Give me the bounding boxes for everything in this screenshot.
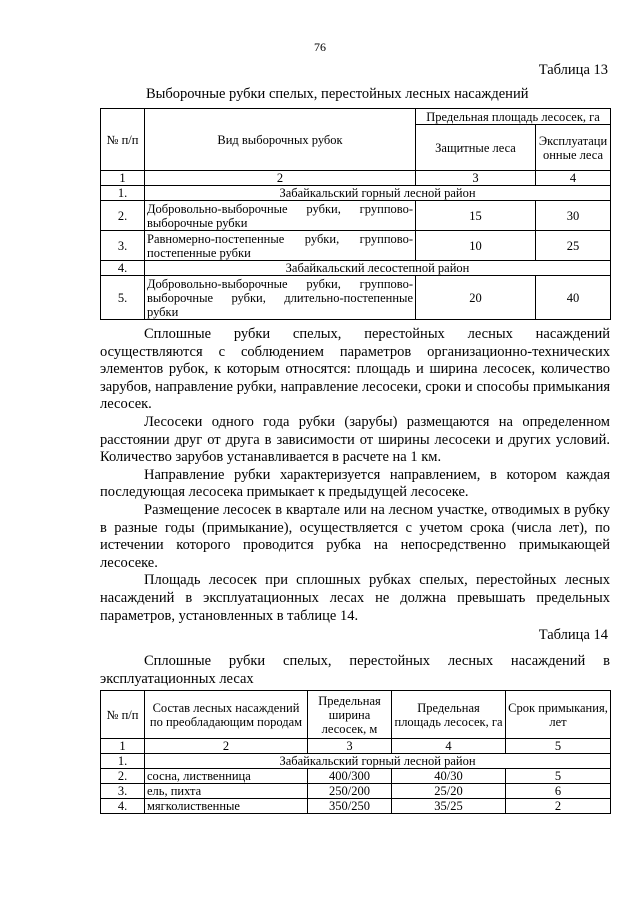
term-value: 2 (506, 799, 611, 814)
table-row (101, 799, 611, 814)
t14-header-area: Предельная площадь лесосек, га (392, 691, 506, 739)
row-number: 2. (101, 769, 145, 784)
table-14-caption: Таблица 14 (538, 627, 608, 643)
t14-header-term: Срок примыкания, лет (506, 691, 611, 739)
row-number: 4. (101, 261, 145, 276)
section-heading: Забайкальский горный лесной район (145, 754, 611, 769)
t13-index-cell: 2 (145, 171, 416, 186)
row-number: 2. (101, 201, 145, 231)
table-14-title: Сплошные рубки спелых, перестойных лесных насаждений в эксплуатационных лесах (100, 653, 610, 687)
paragraph: Сплошные рубки спелых, перестойных лесных насаждений осуществляются с соблюдением параметров организационно-технических элементов рубок, к которым относятся: площадь и ширина лесосек, количество зарубов, направление рубки, направление лесосеки, сроки и способы примыкания лесосек. (100, 326, 610, 413)
t14-header-composition: Состав лесных насаждений по преобладающим породам (145, 691, 308, 739)
t13-header-protective: Защитные леса (416, 125, 536, 171)
row-number: 1. (101, 754, 145, 769)
paragraph: Размещение лесосек в квартале или на лесном участке, отводимых в рубку в разные годы (примыкание), осуществляется с учетом срока (числа лет), по истечении которого проводится рубка на непосредственно примыкающей лесосеке. (100, 501, 610, 571)
t13-header-max-area: Предельная площадь лесосек, га (416, 109, 611, 125)
cut-type-line: выборочные рубки (147, 215, 248, 230)
term-value: 6 (506, 784, 611, 799)
protective-value: 15 (416, 201, 536, 231)
row-number: 3. (101, 784, 145, 799)
width-value: 350/250 (308, 799, 392, 814)
exploitation-value: 40 (536, 276, 611, 320)
area-value: 35/25 (392, 799, 506, 814)
t13-header-num: № п/п (101, 109, 145, 171)
t14-index-cell: 4 (392, 739, 506, 754)
table-row (101, 754, 611, 769)
t14-index-cell: 5 (506, 739, 611, 754)
width-value: 400/300 (308, 769, 392, 784)
table-14 (100, 690, 611, 814)
table-row (101, 201, 611, 231)
table-row (101, 261, 611, 276)
table-row (101, 186, 611, 201)
protective-value: 20 (416, 276, 536, 320)
t14-index-cell: 1 (101, 739, 145, 754)
table-row (101, 784, 611, 799)
cut-type-line: выборочные рубки, длительно-постепенные (147, 290, 413, 305)
body-text (100, 326, 610, 625)
exploitation-value: 25 (536, 231, 611, 261)
t13-header-exploitation: Эксплуатаци онные леса (536, 125, 611, 171)
table-13 (100, 108, 611, 320)
t14-index-row (101, 739, 611, 754)
term-value: 5 (506, 769, 611, 784)
cut-type-line: Добровольно-выборочные рубки, группово- (147, 276, 413, 291)
paragraph: Лесосеки одного года рубки (зарубы) размещаются на определенном расстоянии друг от друга в зависимости от ширины лесосеки и других условий. Количество зарубов устанавливается в расчете на 1 км. (100, 413, 610, 466)
protective-value: 10 (416, 231, 536, 261)
row-number: 1. (101, 186, 145, 201)
composition-cell: ель, пихта (145, 784, 308, 799)
t13-index-cell: 1 (101, 171, 145, 186)
section-heading: Забайкальский лесостепной район (145, 261, 611, 276)
cut-type-cell (145, 231, 416, 261)
row-number: 5. (101, 276, 145, 320)
cut-type-line: постепенные рубки (147, 245, 251, 260)
exploitation-value: 30 (536, 201, 611, 231)
row-number: 3. (101, 231, 145, 261)
t13-index-cell: 3 (416, 171, 536, 186)
page-number: 76 (314, 40, 326, 54)
width-value: 250/200 (308, 784, 392, 799)
row-number: 4. (101, 799, 145, 814)
cut-type-line: Добровольно-выборочные рубки, группово- (147, 201, 413, 216)
cut-type-cell (145, 201, 416, 231)
area-value: 25/20 (392, 784, 506, 799)
paragraph: Площадь лесосек при сплошных рубках спелых, перестойных лесных насаждений в эксплуатационных лесах не должна превышать предельных параметров, установленных в таблице 14. (100, 572, 610, 624)
t14-header-width: Предельная ширина лесосек, м (308, 691, 392, 739)
table-13-caption: Таблица 13 (538, 62, 608, 78)
t14-index-cell: 3 (308, 739, 392, 754)
table-row (101, 769, 611, 784)
t14-index-cell: 2 (145, 739, 308, 754)
t14-header-num: № п/п (101, 691, 145, 739)
composition-cell: мягколиственные (145, 799, 308, 814)
t13-header-type: Вид выборочных рубок (145, 109, 416, 171)
table-row (101, 276, 611, 320)
paragraph: Направление рубки характеризуется направлением, в котором каждая последующая лесосека примыкает к предыдущей лесосеке. (100, 466, 610, 501)
cut-type-line: рубки (147, 304, 179, 319)
table-13-title: Выборочные рубки спелых, перестойных лесных насаждений (146, 86, 529, 102)
cut-type-cell (145, 276, 416, 320)
t13-index-row (101, 171, 611, 186)
area-value: 40/30 (392, 769, 506, 784)
cut-type-line: Равномерно-постепенные рубки, группово- (147, 231, 413, 246)
composition-cell: сосна, лиственница (145, 769, 308, 784)
section-heading: Забайкальский горный лесной район (145, 186, 611, 201)
table-row (101, 231, 611, 261)
t13-index-cell: 4 (536, 171, 611, 186)
